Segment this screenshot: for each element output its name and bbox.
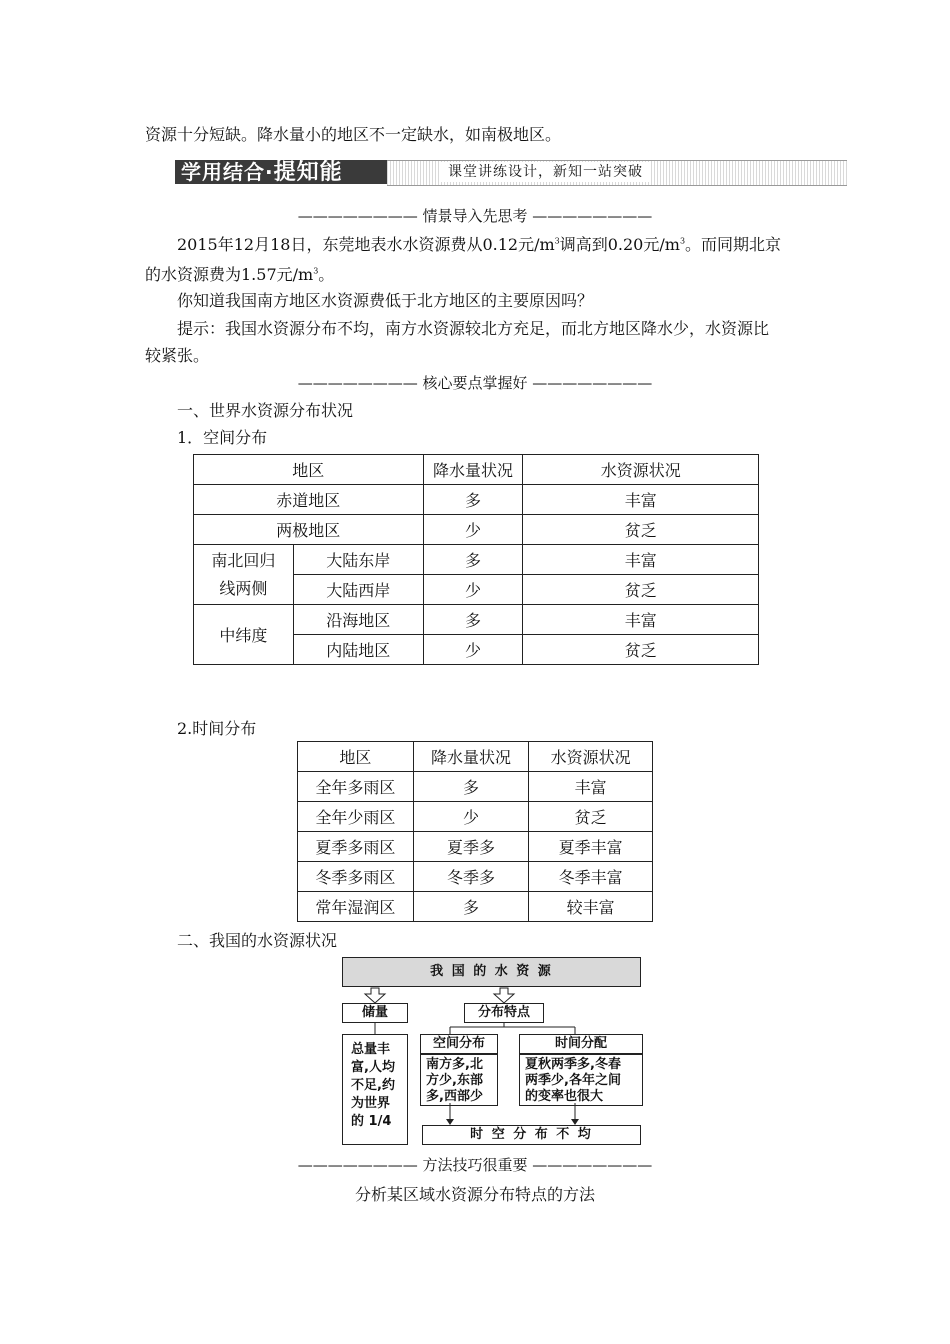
table-spatial-distribution [193, 454, 759, 665]
section-heading-method: ———————— 方法技巧很重要 ———————— [297, 1156, 653, 1174]
paragraph-question: 你知道我国南方地区水资源费低于北方地区的主要原因吗？ [177, 291, 594, 310]
table-row [298, 892, 653, 922]
diagram-storage-box: 储量 [342, 1003, 408, 1023]
table-cell: 多 [423, 485, 523, 515]
diagram-features-box: 分布特点 [464, 1003, 544, 1023]
table-header: 地区 [194, 455, 424, 485]
table-row [298, 802, 653, 832]
table-cell: 贫乏 [529, 802, 653, 832]
diagram-space-box: 空间分布 [420, 1034, 498, 1054]
heading-world-water: 一、世界水资源分布状况 [177, 401, 354, 420]
table-cell: 沿海地区 [293, 605, 423, 635]
diagram-storage-desc: 总量丰 富,人均 不足,约 为世界 的 1/4 [342, 1034, 408, 1145]
table-cell: 全年少雨区 [298, 802, 414, 832]
table-cell: 少 [413, 802, 529, 832]
table-cell: 少 [423, 575, 523, 605]
table-cell: 赤道地区 [194, 485, 424, 515]
paragraph-fee: 2015年12月18日，东莞地表水水资源费从0.12元$/m^3$调高到0.20元$/m^3$。而同期北京 [177, 235, 782, 254]
banner-tag [175, 160, 387, 184]
heading-spatial: 1．空间分布 [177, 428, 268, 447]
table-cell: 夏季多雨区 [298, 832, 414, 862]
paragraph-top: 资源十分短缺。降水量小的地区不一定缺水，如南极地区。 [145, 125, 562, 144]
heading-temporal: 2.时间分布 [177, 719, 257, 738]
table-cell: 贫乏 [523, 635, 759, 665]
table-cell: 夏季多 [413, 832, 529, 862]
table-cell: 内陆地区 [293, 635, 423, 665]
diagram-title-box: 我 国 的 水 资 源 [342, 957, 641, 987]
table-header: 水资源状况 [529, 742, 653, 772]
table-cell: 冬季丰富 [529, 862, 653, 892]
table-cell: 多 [413, 892, 529, 922]
table-cell: 夏季丰富 [529, 832, 653, 862]
table-group-label: 中纬度 [194, 605, 294, 665]
table-row [298, 772, 653, 802]
section-banner [175, 158, 847, 186]
table-header: 地区 [298, 742, 414, 772]
banner-tag-light: 学用结合· [181, 160, 274, 184]
table-row [298, 862, 653, 892]
paragraph-hint: 提示：我国水资源分布不均，南方水资源较北方充足，而北方地区降水少，水资源比 [177, 319, 770, 338]
table-cell: 常年湿润区 [298, 892, 414, 922]
table-temporal-distribution [297, 741, 653, 922]
table-row [194, 455, 759, 485]
table-cell: 全年多雨区 [298, 772, 414, 802]
table-row [194, 545, 759, 575]
table-cell: 少 [423, 515, 523, 545]
table-row [298, 742, 653, 772]
table-cell: 多 [423, 605, 523, 635]
diagram-time-box: 时间分配 [519, 1034, 643, 1054]
table-cell: 丰富 [523, 545, 759, 575]
section-heading-scenario: ———————— 情景导入先思考 ———————— [297, 207, 653, 225]
method-subheading: 分析某区域水资源分布特点的方法 [354, 1185, 595, 1204]
table-cell: 两极地区 [194, 515, 424, 545]
table-cell: 大陆西岸 [293, 575, 423, 605]
table-cell: 丰富 [529, 772, 653, 802]
table-group-label: 南北回归 线两侧 [194, 545, 294, 605]
table-cell: 少 [423, 635, 523, 665]
table-cell: 冬季多雨区 [298, 862, 414, 892]
paragraph-fee-cont: 的水资源费为1.57元$/m^3$。 [145, 265, 335, 284]
table-cell: 贫乏 [523, 575, 759, 605]
heading-china-water: 二、我国的水资源状况 [177, 931, 338, 950]
table-cell: 较丰富 [529, 892, 653, 922]
banner-tag-strong: 提知能 [273, 160, 343, 185]
table-cell: 丰富 [523, 485, 759, 515]
diagram-time-desc: 夏秋两季多,冬春 两季少,各年之间 的变率也很大 [519, 1054, 643, 1106]
table-row [194, 485, 759, 515]
table-header: 降水量状况 [413, 742, 529, 772]
table-header: 水资源状况 [523, 455, 759, 485]
table-cell: 大陆东岸 [293, 545, 423, 575]
diagram-bottom-box: 时 空 分 布 不 均 [422, 1125, 641, 1145]
paragraph-hint-cont: 较紧张。 [145, 346, 210, 365]
table-cell: 丰富 [523, 605, 759, 635]
section-heading-core: ———————— 核心要点掌握好 ———————— [297, 374, 653, 392]
diagram-space-desc: 南方多,北 方少,东部 多,西部少 [420, 1054, 498, 1106]
table-cell: 冬季多 [413, 862, 529, 892]
water-resource-diagram [340, 955, 645, 1150]
table-header: 降水量状况 [423, 455, 523, 485]
table-row [298, 832, 653, 862]
table-cell: 贫乏 [523, 515, 759, 545]
table-row [194, 605, 759, 635]
banner-subtitle: 课堂讲练设计，新知一站突破 [440, 162, 651, 182]
table-cell: 多 [413, 772, 529, 802]
table-cell: 多 [423, 545, 523, 575]
table-row [194, 515, 759, 545]
